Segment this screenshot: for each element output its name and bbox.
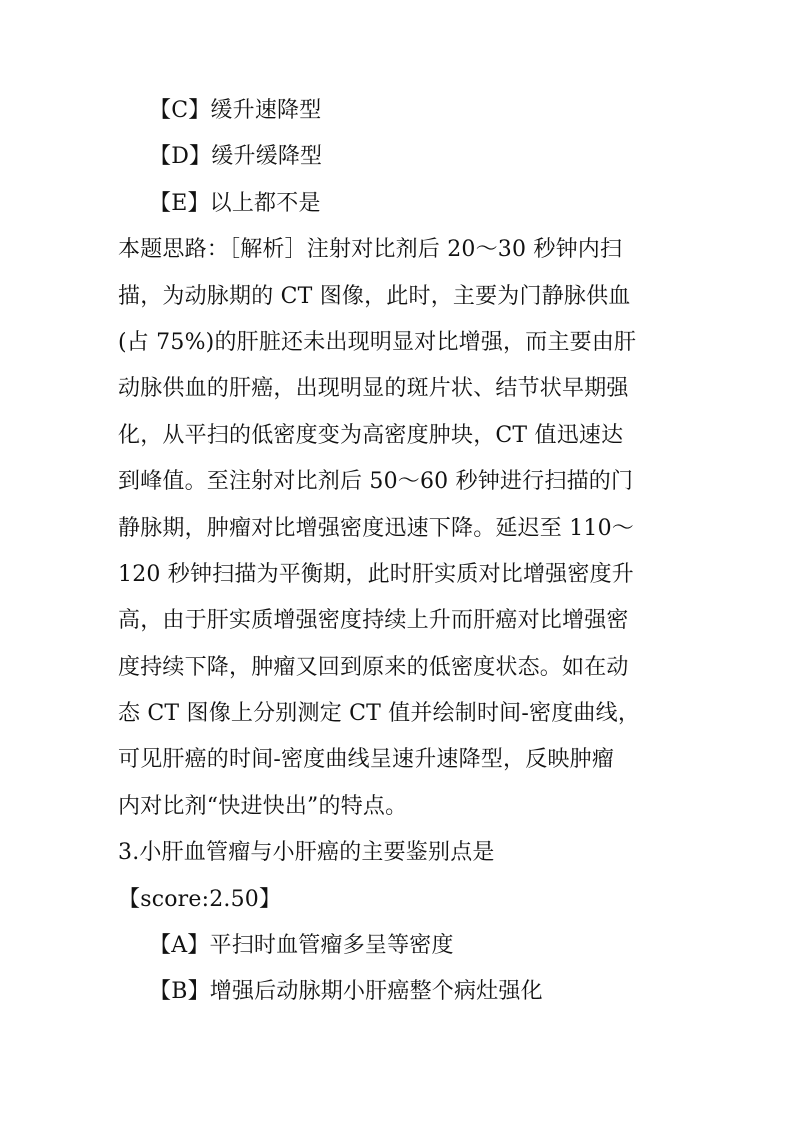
analysis-line: 度持续下降，肿瘤又回到原来的低密度状态。如在动: [118, 654, 629, 680]
option-c: 【C】缓升速降型: [149, 98, 322, 123]
analysis-line: 化，从平扫的低密度变为高密度肿块，CT 值迅速达: [118, 422, 624, 448]
analysis-line: 动脉供血的肝癌，出现明显的斑片状、结节状早期强: [118, 376, 629, 402]
analysis-paragraph: [118, 227, 688, 830]
document-page: [118, 88, 688, 1016]
analysis-line: (占 75%)的肝脏还未出现明显对比增强，而主要由肝: [118, 329, 637, 355]
analysis-line: 描，为动脉期的 CT 图像，此时，主要为门静脉供血: [118, 283, 631, 309]
question-stem: 3.小肝血管瘤与小肝癌的主要鉴别点是: [118, 840, 495, 866]
option-a: 【A】平扫时血管瘤多呈等密度: [149, 933, 454, 959]
analysis-line: 可见肝癌的时间-密度曲线呈速升速降型，反映肿瘤: [118, 747, 615, 773]
question-score: 【score:2.50】: [118, 886, 282, 912]
analysis-line: 内对比剂“快进快出”的特点。: [118, 793, 408, 819]
option-e: 【E】以上都不是: [149, 190, 321, 216]
analysis-line: 高，由于肝实质增强密度持续上升而肝癌对比增强密: [118, 608, 629, 634]
analysis-line: 本题思路：［解析］注射对比剂后 20～30 秒钟内扫: [118, 237, 623, 263]
option-b: 【B】增强后动脉期小肝癌整个病灶强化: [149, 979, 543, 1005]
option-d: 【D】缓升缓降型: [149, 144, 323, 170]
analysis-line: 到峰值。至注射对比剂后 50～60 秒钟进行扫描的门: [118, 469, 634, 495]
analysis-line: 静脉期，肿瘤对比增强密度迅速下降。延迟至 110～: [118, 515, 634, 541]
analysis-line: 120 秒钟扫描为平衡期，此时肝实质对比增强密度升: [118, 561, 634, 587]
analysis-line: 态 CT 图像上分别测定 CT 值并绘制时间-密度曲线，: [118, 701, 641, 727]
